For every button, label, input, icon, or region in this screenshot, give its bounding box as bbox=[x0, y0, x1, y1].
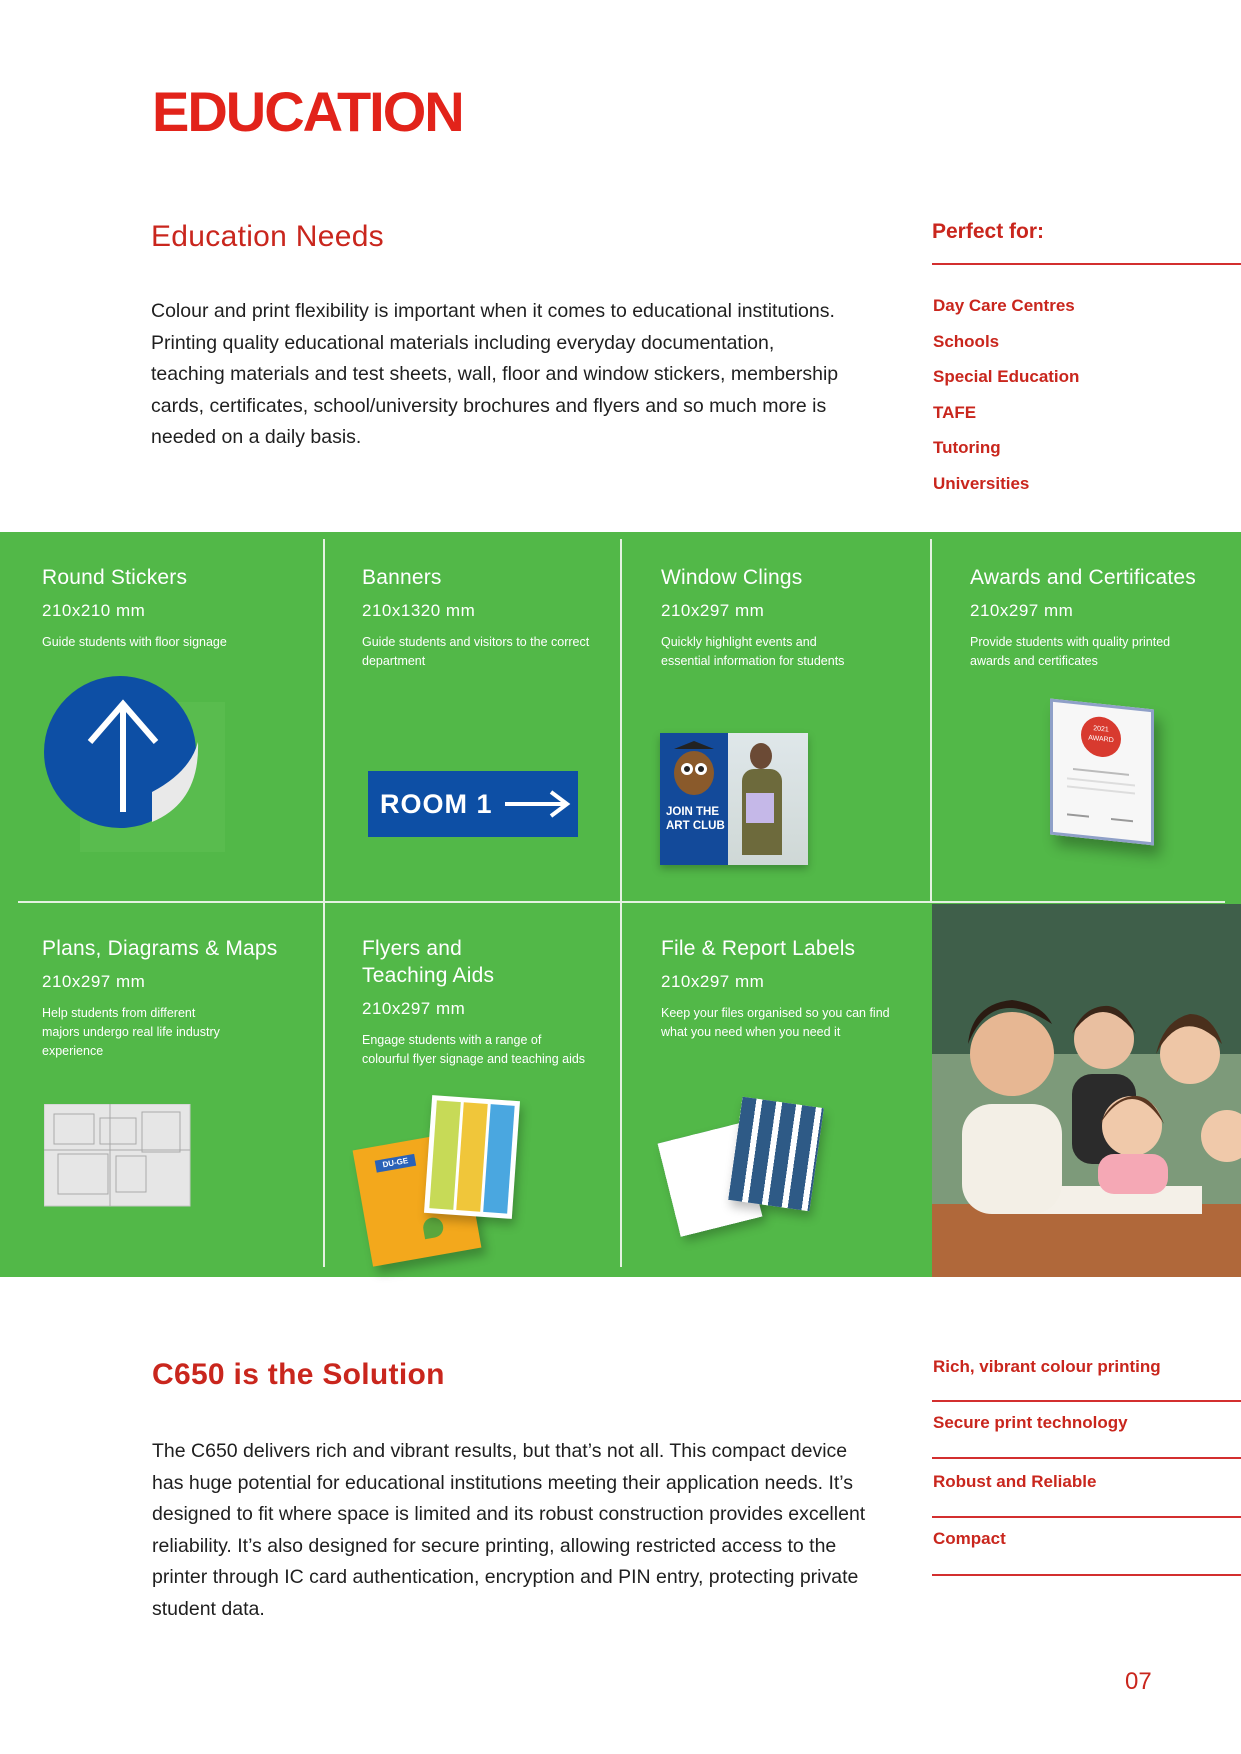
room-banner-image bbox=[368, 771, 578, 837]
product-size: 210x297 mm bbox=[42, 972, 146, 991]
flyer-logo: DU-GE bbox=[375, 1154, 416, 1173]
perfect-for-item: Universities bbox=[933, 473, 1030, 493]
product-size: 210x297 mm bbox=[362, 999, 466, 1018]
product-size: 210x297 mm bbox=[970, 601, 1074, 620]
feature-item: Compact bbox=[933, 1529, 1006, 1548]
product-description: Help students from different majors undergo real life industry experience bbox=[42, 1006, 220, 1058]
product-title: Window Clings bbox=[661, 566, 803, 589]
product-description: Provide students with quality printed awards and certificates bbox=[970, 635, 1171, 668]
product-description: Guide students and visitors to the correct department bbox=[362, 635, 590, 668]
perfect-for-item: Schools bbox=[933, 331, 1000, 351]
product-title: Round Stickers bbox=[42, 566, 188, 589]
cling-text: JOIN THE ART CLUB bbox=[666, 806, 725, 832]
owl-icon bbox=[660, 733, 728, 799]
perfect-for-item: Day Care Centres bbox=[933, 296, 1075, 315]
product-flyers bbox=[362, 935, 592, 1069]
perfect-for-title: Perfect for: bbox=[932, 220, 1045, 243]
grid-divider bbox=[323, 539, 325, 1267]
award-year: 2021 bbox=[1093, 725, 1109, 734]
feature-divider bbox=[932, 1400, 1241, 1402]
product-title: Plans, Diagrams & Maps bbox=[42, 937, 278, 960]
product-banners bbox=[362, 564, 602, 671]
product-description: Quickly highlight events and essential information for students bbox=[661, 635, 845, 668]
banner-text: ROOM 1 bbox=[380, 788, 493, 819]
cling-photo bbox=[728, 733, 808, 865]
product-size: 210x1320 mm bbox=[362, 601, 476, 620]
product-title: File & Report Labels bbox=[661, 937, 856, 960]
product-title: Awards and Certificates bbox=[970, 566, 1196, 589]
product-description: Engage students with a range of colourful flyer signage and teaching aids bbox=[362, 1033, 586, 1066]
education-needs-title: Education Needs bbox=[151, 220, 384, 253]
award-label: AWARD bbox=[1088, 734, 1114, 745]
perfect-for-item: Special Education bbox=[933, 367, 1080, 386]
leaf-icon bbox=[422, 1216, 445, 1239]
product-labels bbox=[661, 935, 911, 1042]
feature-divider bbox=[932, 1574, 1241, 1576]
classroom-photo bbox=[932, 904, 1241, 1277]
perfect-for-item: TAFE bbox=[933, 402, 977, 422]
education-needs-body: Colour and print flexibility is important when it comes to educational institutions. Printing quality educational materials including everyday documentation, teaching materials and test sheets, wall, floor and window stickers, membership cards, certificates, school/university brochures and flyers and so much more is needed on a daily basis. bbox=[151, 300, 839, 448]
feature-divider bbox=[932, 1516, 1241, 1518]
grid-divider bbox=[18, 901, 1225, 903]
award-certificate-image bbox=[1050, 699, 1154, 846]
perfect-for-divider bbox=[932, 263, 1241, 265]
perfect-for-list bbox=[933, 294, 1079, 507]
perfect-for-item: Tutoring bbox=[933, 438, 1001, 457]
grid-divider bbox=[930, 539, 932, 903]
product-description: Guide students with floor signage bbox=[42, 635, 227, 649]
round-sticker-image bbox=[40, 672, 230, 857]
teaching-aid-image bbox=[424, 1095, 520, 1219]
arrow-right-icon bbox=[503, 789, 573, 819]
solution-body: The C650 delivers rich and vibrant results, but that’s not all. This compact device has huge potential for educational institutions meeting their application needs. It’s designed to fit where space is limited and its robust construction provides excellent reliability. It’s also designed for secure printing, allowing restricted access to the printer through IC card authentication, encryption and PIN entry, protecting private student data. bbox=[152, 1440, 866, 1620]
window-cling-image bbox=[660, 733, 808, 865]
product-window-clings bbox=[661, 564, 911, 671]
feature-item: Secure print technology bbox=[933, 1413, 1128, 1432]
product-title: Flyers and Teaching Aids bbox=[362, 937, 495, 987]
product-description: Keep your files organised so you can find what you need when you need it bbox=[661, 1006, 890, 1039]
solution-title: C650 is the Solution bbox=[152, 1358, 445, 1391]
feature-item: Rich, vibrant colour printing bbox=[933, 1357, 1161, 1376]
label-sheet-image bbox=[728, 1097, 824, 1211]
page-heading: EDUCATION bbox=[152, 80, 463, 143]
product-size: 210x210 mm bbox=[42, 601, 146, 620]
cling-panel bbox=[660, 733, 728, 865]
floor-plan-image bbox=[44, 1104, 192, 1212]
product-title: Banners bbox=[362, 566, 442, 589]
page-number: 07 bbox=[1125, 1668, 1152, 1695]
product-size: 210x297 mm bbox=[661, 601, 765, 620]
product-plans bbox=[42, 935, 312, 1061]
feature-divider bbox=[932, 1457, 1241, 1459]
award-seal bbox=[1081, 715, 1121, 759]
product-round-stickers bbox=[42, 564, 312, 652]
product-size: 210x297 mm bbox=[661, 972, 765, 991]
product-awards bbox=[970, 564, 1232, 671]
feature-item: Robust and Reliable bbox=[933, 1472, 1097, 1491]
grid-divider bbox=[620, 539, 622, 1267]
